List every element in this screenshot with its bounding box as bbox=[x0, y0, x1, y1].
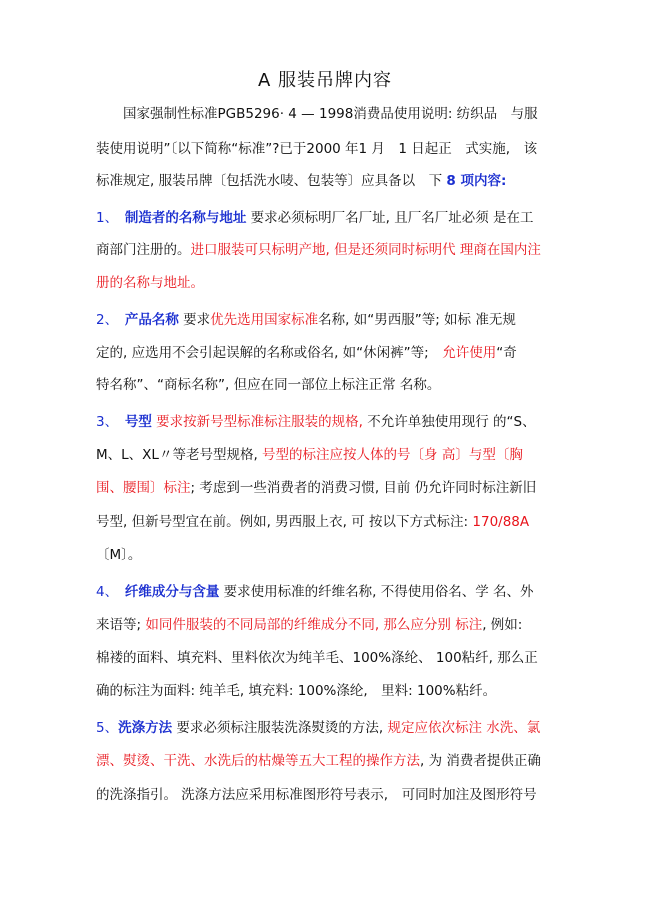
page-title: A 服装吊牌内容 bbox=[257, 70, 393, 91]
body-text: 〔M〕。 bbox=[96, 547, 142, 563]
body-text: 要求使用标准的纤维名称, 不得使用俗名、学 名、外 bbox=[219, 584, 534, 600]
s1-line bbox=[96, 273, 576, 293]
s4-line bbox=[96, 648, 576, 668]
section-heading: 洗涤方法 bbox=[118, 720, 173, 736]
body-text: “奇 bbox=[496, 345, 517, 361]
highlight-text: 允许使用 bbox=[442, 345, 497, 361]
body-text: , 为 消费者提供正确 bbox=[420, 753, 541, 769]
section-heading: 8 项内容: bbox=[446, 173, 507, 189]
body-text: 要求 bbox=[178, 312, 211, 328]
section-number: 4、 bbox=[96, 584, 125, 600]
s2-line bbox=[96, 375, 576, 395]
body-text: ; 考虑到一些消费者的消费习惯, 目前 仍允许同时标注新旧 bbox=[190, 480, 537, 496]
section-heading: 制造者的名称与地址 bbox=[124, 210, 247, 226]
body-text: 装使用说明”〔以下简称“标准”?已于2000 年1 月 1 日起正 式实施, 该 bbox=[96, 141, 538, 157]
body-text: 名称, 如“男西服”等; 如标 准无规 bbox=[318, 312, 516, 328]
intro-line bbox=[96, 104, 576, 124]
s5-line bbox=[96, 785, 576, 805]
highlight-text: 漂、熨烫、干洗、水洗后的枯燥等五大工程的操作方法 bbox=[96, 753, 420, 769]
section-number: 2、 bbox=[96, 312, 125, 328]
intro-line bbox=[96, 171, 576, 191]
s1-line bbox=[96, 240, 576, 260]
s1-line bbox=[96, 208, 576, 228]
s5-line bbox=[96, 718, 576, 738]
section-number: 5、 bbox=[96, 720, 119, 736]
highlight-text: 规定应依次标注 水洗、氯 bbox=[387, 720, 541, 736]
section-heading: 号型 bbox=[124, 414, 152, 430]
body-text: 商部门注册的。 bbox=[96, 242, 191, 258]
highlight-text: 围、腰围〕标注 bbox=[96, 480, 191, 496]
section-heading: 纤维成分与含量 bbox=[124, 584, 220, 600]
body-text: 特名称”、“商标名称”, 但应在同一部位上标注正常 名称。 bbox=[96, 377, 441, 393]
s4-line bbox=[96, 615, 576, 635]
s3-line bbox=[96, 412, 576, 432]
body-text: 棉褛的面料、填充料、里料依次为纯羊毛、100%涤纶、 100粘纤, 那么正 bbox=[96, 650, 538, 666]
s2-line bbox=[96, 310, 576, 330]
highlight-text: 册的名称与地址。 bbox=[96, 275, 204, 291]
highlight-text: 170/88A bbox=[472, 514, 530, 530]
s4-line bbox=[96, 582, 576, 602]
body-text: 国家强制性标准PGB5296· 4 — 1998消费品使用说明: 纺织品 与服 bbox=[96, 106, 538, 122]
section-number: 3、 bbox=[96, 414, 125, 430]
s5-line bbox=[96, 751, 576, 771]
body-text: 要求必须标明厂名厂址, 且厂名厂址必须 是在工 bbox=[246, 210, 534, 226]
body-text: 不允许单独使用现行 的“S、 bbox=[362, 414, 536, 430]
body-text: 来语等; bbox=[96, 617, 146, 633]
s4-line bbox=[96, 681, 576, 701]
section-heading: 产品名称 bbox=[124, 312, 179, 328]
body-text: 的洗涤指引。 洗涤方法应采用标准图形符号表示, 可同时加注及图形符号 bbox=[96, 787, 537, 803]
highlight-text: 如同件服装的不同局部的纤维成分不同, 那么应分别 标注 bbox=[145, 617, 483, 633]
s2-line bbox=[96, 343, 576, 363]
highlight-text: 号型的标注应按人体的号〔身 高〕与型〔胸 bbox=[262, 447, 523, 463]
s3-line bbox=[96, 545, 576, 565]
body-text: M、L、XL〃等老号型规格, bbox=[96, 447, 263, 463]
s3-line bbox=[96, 512, 576, 532]
section-number: 1、 bbox=[96, 210, 125, 226]
highlight-text: 要求按新号型标准标注服装的规格, bbox=[156, 414, 363, 430]
highlight-text: 优先选用国家标准 bbox=[210, 312, 319, 328]
body-text: 要求必须标注服装洗涤熨烫的方法, bbox=[172, 720, 388, 736]
s3-line bbox=[96, 478, 576, 498]
body-text: 标准规定, 服装吊牌〔包括洗水唛、包装等〕应具备以 下 bbox=[96, 173, 447, 189]
body-text: 确的标注为面料: 纯羊毛, 填充料: 100%涤纶, 里料: 100%粘纤。 bbox=[96, 683, 497, 699]
body-text: 定的, 应选用不会引起误解的名称或俗名, 如“休闲裤”等; bbox=[96, 345, 443, 361]
s3-line bbox=[96, 445, 576, 465]
intro-line bbox=[96, 139, 576, 159]
highlight-text: 进口服装可只标明产地, 但是还须同时标明代 理商在国内注 bbox=[190, 242, 541, 258]
body-text: , 例如: bbox=[482, 617, 523, 633]
body-text: 号型, 但新号型宜在前。例如, 男西服上衣, 可 按以下方式标注: bbox=[96, 514, 473, 530]
